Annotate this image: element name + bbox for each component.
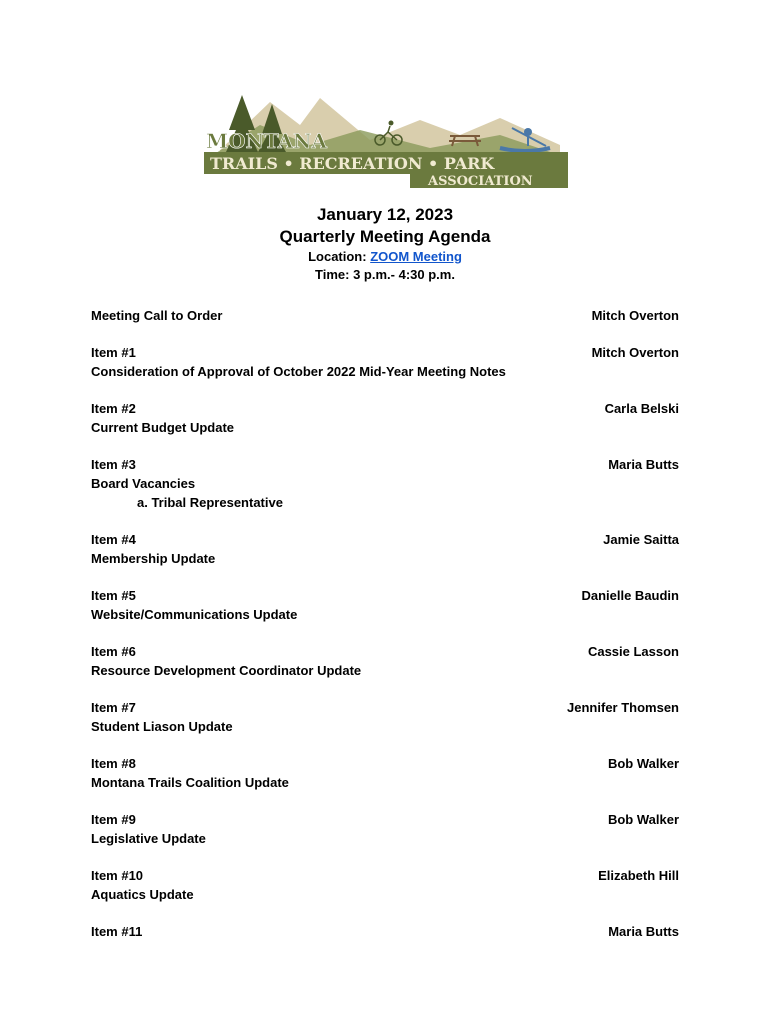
agenda-item-title: Student Liason Update [91, 719, 233, 734]
meeting-time: Time: 3 p.m.- 4:30 p.m. [315, 267, 455, 282]
agenda-item-number: Item #3 [91, 457, 136, 472]
agenda-item [91, 698, 679, 736]
agenda-item [91, 530, 679, 568]
agenda-item [91, 642, 679, 680]
agenda-item-presenter: Jamie Saitta [603, 532, 679, 547]
agenda-item-number: Item #4 [91, 532, 136, 547]
agenda-item-presenter: Maria Butts [608, 924, 679, 939]
agenda-item-presenter: Maria Butts [608, 457, 679, 472]
agenda-item-title: Membership Update [91, 551, 216, 566]
agenda-item-number: Item #11 [91, 924, 143, 939]
meeting-date: January 12, 2023 [316, 205, 454, 224]
agenda-item-title: Website/Communications Update [91, 607, 298, 622]
location-label: Location: [308, 249, 367, 264]
agenda-item-presenter: Carla Belski [604, 401, 679, 416]
page-title: Quarterly Meeting Agenda [279, 227, 491, 246]
agenda-item [91, 586, 679, 624]
agenda-items [91, 306, 679, 959]
agenda-item [91, 455, 679, 512]
agenda-item-presenter: Danielle Baudin [581, 588, 679, 603]
logo-line1: MONTANA [206, 129, 327, 153]
logo-line3: ASSOCIATION [428, 174, 533, 189]
mountain-trees-cyclist-kayaker-logo-icon [200, 90, 572, 190]
agenda-item-title: Resource Development Coordinator Update [91, 663, 362, 678]
agenda-item-presenter: Mitch Overton [591, 308, 679, 323]
agenda-subitem: a. Tribal Representative [137, 495, 283, 510]
agenda-item [91, 810, 679, 848]
agenda-header [0, 204, 770, 284]
association-logo [200, 90, 572, 190]
agenda-item-title: Aquatics Update [91, 887, 194, 902]
agenda-item-title: Montana Trails Coalition Update [91, 775, 289, 790]
agenda-item-number: Item #1 [91, 345, 136, 360]
agenda-item [91, 866, 679, 904]
agenda-item-title: Current Budget Update [91, 420, 234, 435]
agenda-item [91, 399, 679, 437]
meeting-location [0, 248, 770, 266]
agenda-item [91, 306, 679, 325]
agenda-item [91, 922, 679, 941]
agenda-item-title: Consideration of Approval of October 2022 Mid-Year Meeting Notes [91, 364, 506, 379]
agenda-item-presenter: Bob Walker [607, 756, 679, 771]
agenda-item-number: Item #9 [91, 812, 136, 827]
agenda-item-number: Item #2 [91, 401, 136, 416]
agenda-item-number: Item #6 [91, 644, 136, 659]
agenda-item-presenter: Elizabeth Hill [598, 868, 679, 883]
agenda-item-title: Board Vacancies [91, 476, 196, 491]
agenda-item-presenter: Jennifer Thomsen [567, 700, 679, 715]
agenda-item-presenter: Bob Walker [607, 812, 679, 827]
zoom-meeting-link[interactable]: ZOOM Meeting [370, 249, 462, 264]
agenda-item-number: Item #8 [91, 756, 136, 771]
agenda-item [91, 754, 679, 792]
agenda-item [91, 343, 679, 381]
agenda-item-number: Item #5 [91, 588, 136, 603]
logo-line2: TRAILS • RECREATION • PARK [210, 154, 495, 173]
agenda-item-presenter: Mitch Overton [591, 345, 679, 360]
agenda-item-title: Meeting Call to Order [91, 308, 223, 323]
agenda-item-title: Legislative Update [91, 831, 206, 846]
agenda-item-number: Item #10 [91, 868, 144, 883]
agenda-item-presenter: Cassie Lasson [587, 644, 679, 659]
agenda-item-number: Item #7 [91, 700, 136, 715]
